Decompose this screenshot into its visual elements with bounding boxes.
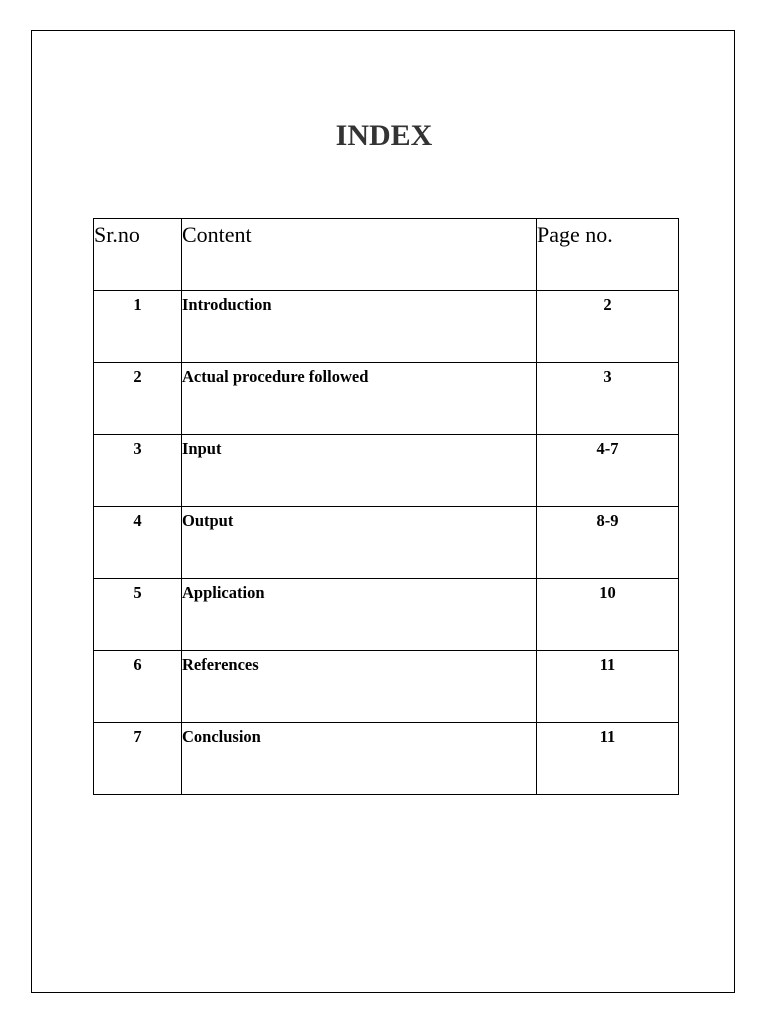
row-page-no: 4-7 (537, 435, 679, 507)
row-content: Input (182, 435, 537, 507)
row-sr-no: 4 (94, 507, 182, 579)
table-row (94, 363, 679, 435)
index-table (93, 218, 679, 795)
row-sr-no: 3 (94, 435, 182, 507)
row-content: References (182, 651, 537, 723)
row-sr-no: 2 (94, 363, 182, 435)
header-sr-no: Sr.no (94, 219, 182, 291)
row-sr-no: 7 (94, 723, 182, 795)
row-content: Application (182, 579, 537, 651)
row-page-no: 11 (537, 651, 679, 723)
row-content: Introduction (182, 291, 537, 363)
row-page-no: 2 (537, 291, 679, 363)
row-sr-no: 6 (94, 651, 182, 723)
row-sr-no: 1 (94, 291, 182, 363)
table-row (94, 723, 679, 795)
table-row (94, 651, 679, 723)
row-page-no: 10 (537, 579, 679, 651)
row-page-no: 8-9 (537, 507, 679, 579)
table-header-row (94, 219, 679, 291)
header-page-no: Page no. (537, 219, 679, 291)
table-row (94, 579, 679, 651)
table-row (94, 291, 679, 363)
table-row (94, 435, 679, 507)
page-title: INDEX (335, 119, 433, 152)
row-page-no: 11 (537, 723, 679, 795)
row-content: Actual procedure followed (182, 363, 537, 435)
row-content: Output (182, 507, 537, 579)
header-content: Content (182, 219, 537, 291)
table-row (94, 507, 679, 579)
row-content: Conclusion (182, 723, 537, 795)
row-page-no: 3 (537, 363, 679, 435)
row-sr-no: 5 (94, 579, 182, 651)
